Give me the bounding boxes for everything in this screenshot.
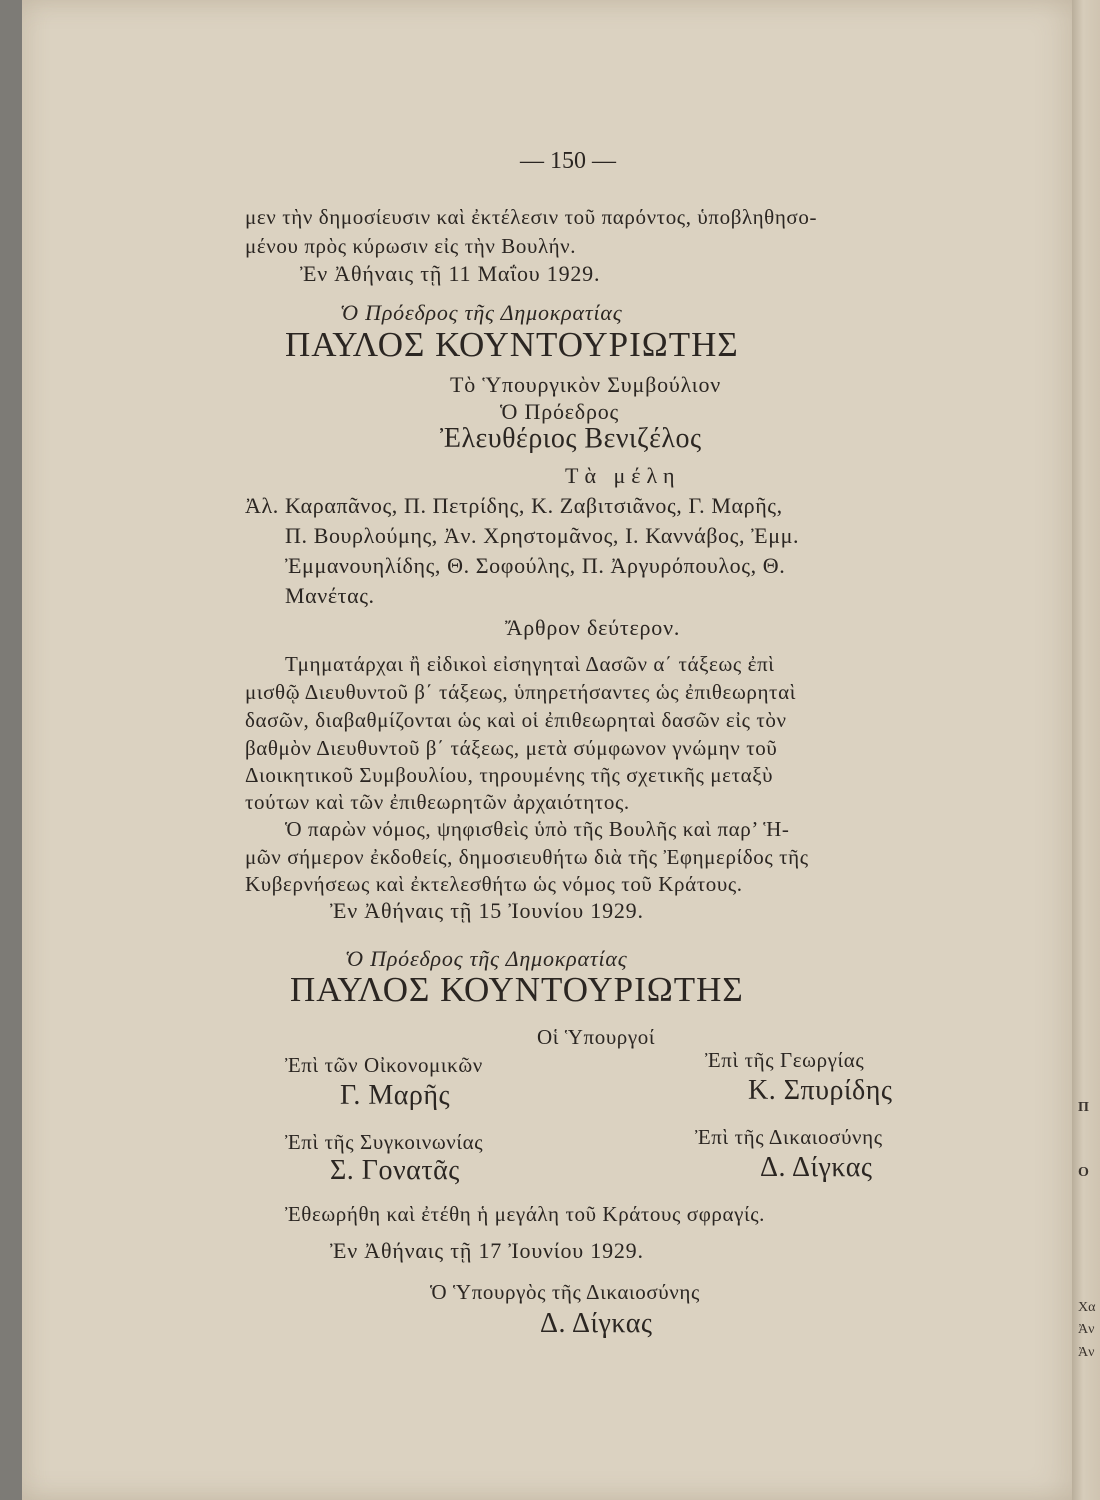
president-title: Ὁ Πρόεδρος τῆς Δημοκρατίας [340,300,623,325]
minister-name: Σ. Γονατᾶς [330,1155,460,1186]
paragraph-line: μένου πρὸς κύρωσιν εἰς τὴν Βουλήν. [245,234,577,258]
article-heading: Ἄρθρον δεύτερον. [505,615,681,640]
article-line: μῶν σήμερον ἐκδοθείς, δημοσιευθήτω διὰ τῆς Ἐφημερίδος τῆς [245,845,809,869]
minister-name: Δ. Δίγκας [760,1152,873,1183]
minister-role: Ἐπὶ τῆς Γεωργίας [705,1048,865,1072]
article-line: Ὁ παρὼν νόμος, ψηφισθεὶς ὑπὸ τῆς Βουλῆς καὶ παρ’ Ἡ- [285,817,790,841]
minister-role: Ἐπὶ τῶν Οἰκονομικῶν [285,1053,483,1077]
article-line: Τμηματάρχαι ἢ εἰδικοὶ εἰσηγηταὶ Δασῶν α΄ τάξεως ἐπὶ [285,652,775,676]
president-title: Ὁ Πρόεδρος τῆς Δημοκρατίας [345,946,628,971]
adjacent-page-edge [1072,0,1100,1500]
council-title: Τὸ Ὑπουργικὸν Συμβούλιον [450,372,722,397]
article-line: τούτων καὶ τῶν ἐπιθεωρητῶν ἀρχαιότητος. [245,790,630,814]
date-line: Ἐν Ἀθήναις τῇ 15 Ἰουνίου 1929. [330,898,644,923]
justice-minister-name: Δ. Δίγκας [540,1308,653,1339]
members-label: Τὰ μέλη [565,463,681,488]
date-line: Ἐν Ἀθήναις τῇ 17 Ἰουνίου 1929. [330,1238,644,1263]
council-president-label: Ὁ Πρόεδρος [500,399,620,424]
spine-fragment: Ο [1078,1165,1089,1180]
minister-role: Ἐπὶ τῆς Δικαιοσύνης [695,1125,883,1149]
spine-fragment: Χα [1078,1300,1096,1315]
article-line: μισθῷ Διευθυντοῦ β΄ τάξεως, ὑπηρετήσαντες ὡς ἐπιθεωρηταὶ [245,680,796,704]
minister-name: Γ. Μαρῆς [340,1080,451,1111]
paragraph-line: μεν τὴν δημοσίευσιν καὶ ἐκτέλεσιν τοῦ παρόντος, ὑποβληθησο- [245,205,818,229]
minister-name: Κ. Σπυρίδης [748,1075,893,1106]
members-line: Ἐμμανουηλίδης, Θ. Σοφούλης, Π. Ἀργυρόπουλος, Θ. [285,553,786,578]
members-line: Μανέτας. [285,583,375,608]
spine-fragment: Ἀν [1078,1322,1095,1337]
members-line: Ἀλ. Καραπᾶνος, Π. Πετρίδης, Κ. Ζαβιτσιᾶνος, Γ. Μαρῆς, [245,493,783,518]
council-president-name: Ἐλευθέριος Βενιζέλος [440,423,702,454]
article-line: βαθμὸν Διευθυντοῦ β΄ τάξεως, μετὰ σύμφωνον γνώμην τοῦ [245,736,778,760]
article-line: Κυβερνήσεως καὶ ἐκτελεσθήτω ὡς νόμος τοῦ Κράτους. [245,872,743,896]
spine-fragment: Ἀν [1078,1345,1095,1360]
article-line: Διοικητικοῦ Συμβουλίου, τηρουμένης τῆς σχετικῆς μεταξὺ [245,763,774,787]
minister-role: Ἐπὶ τῆς Συγκοινωνίας [285,1130,484,1154]
president-name: ΠΑΥΛΟΣ ΚΟΥΝΤΟΥΡΙΩΤΗΣ [290,970,744,1009]
article-line: δασῶν, διαβαθμίζονται ὡς καὶ οἱ ἐπιθεωρηταὶ δασῶν εἰς τὸν [245,708,787,732]
date-line: Ἐν Ἀθήναις τῇ 11 Μαΐου 1929. [300,261,601,286]
seal-line: Ἐθεωρήθη καὶ ἐτέθη ἡ μεγάλη τοῦ Κράτους σφραγίς. [285,1202,766,1226]
members-line: Π. Βουρλούμης, Ἀν. Χρηστομᾶνος, Ι. Καννάβος, Ἐμμ. [285,523,800,548]
justice-minister-title: Ὁ Ὑπουργὸς τῆς Δικαιοσύνης [430,1280,700,1304]
page-number: — 150 — [520,148,616,174]
spine-fragment: Π [1078,1100,1089,1115]
president-name: ΠΑΥΛΟΣ ΚΟΥΝΤΟΥΡΙΩΤΗΣ [285,325,739,364]
ministers-label: Οἱ Ὑπουργοί [537,1025,656,1049]
